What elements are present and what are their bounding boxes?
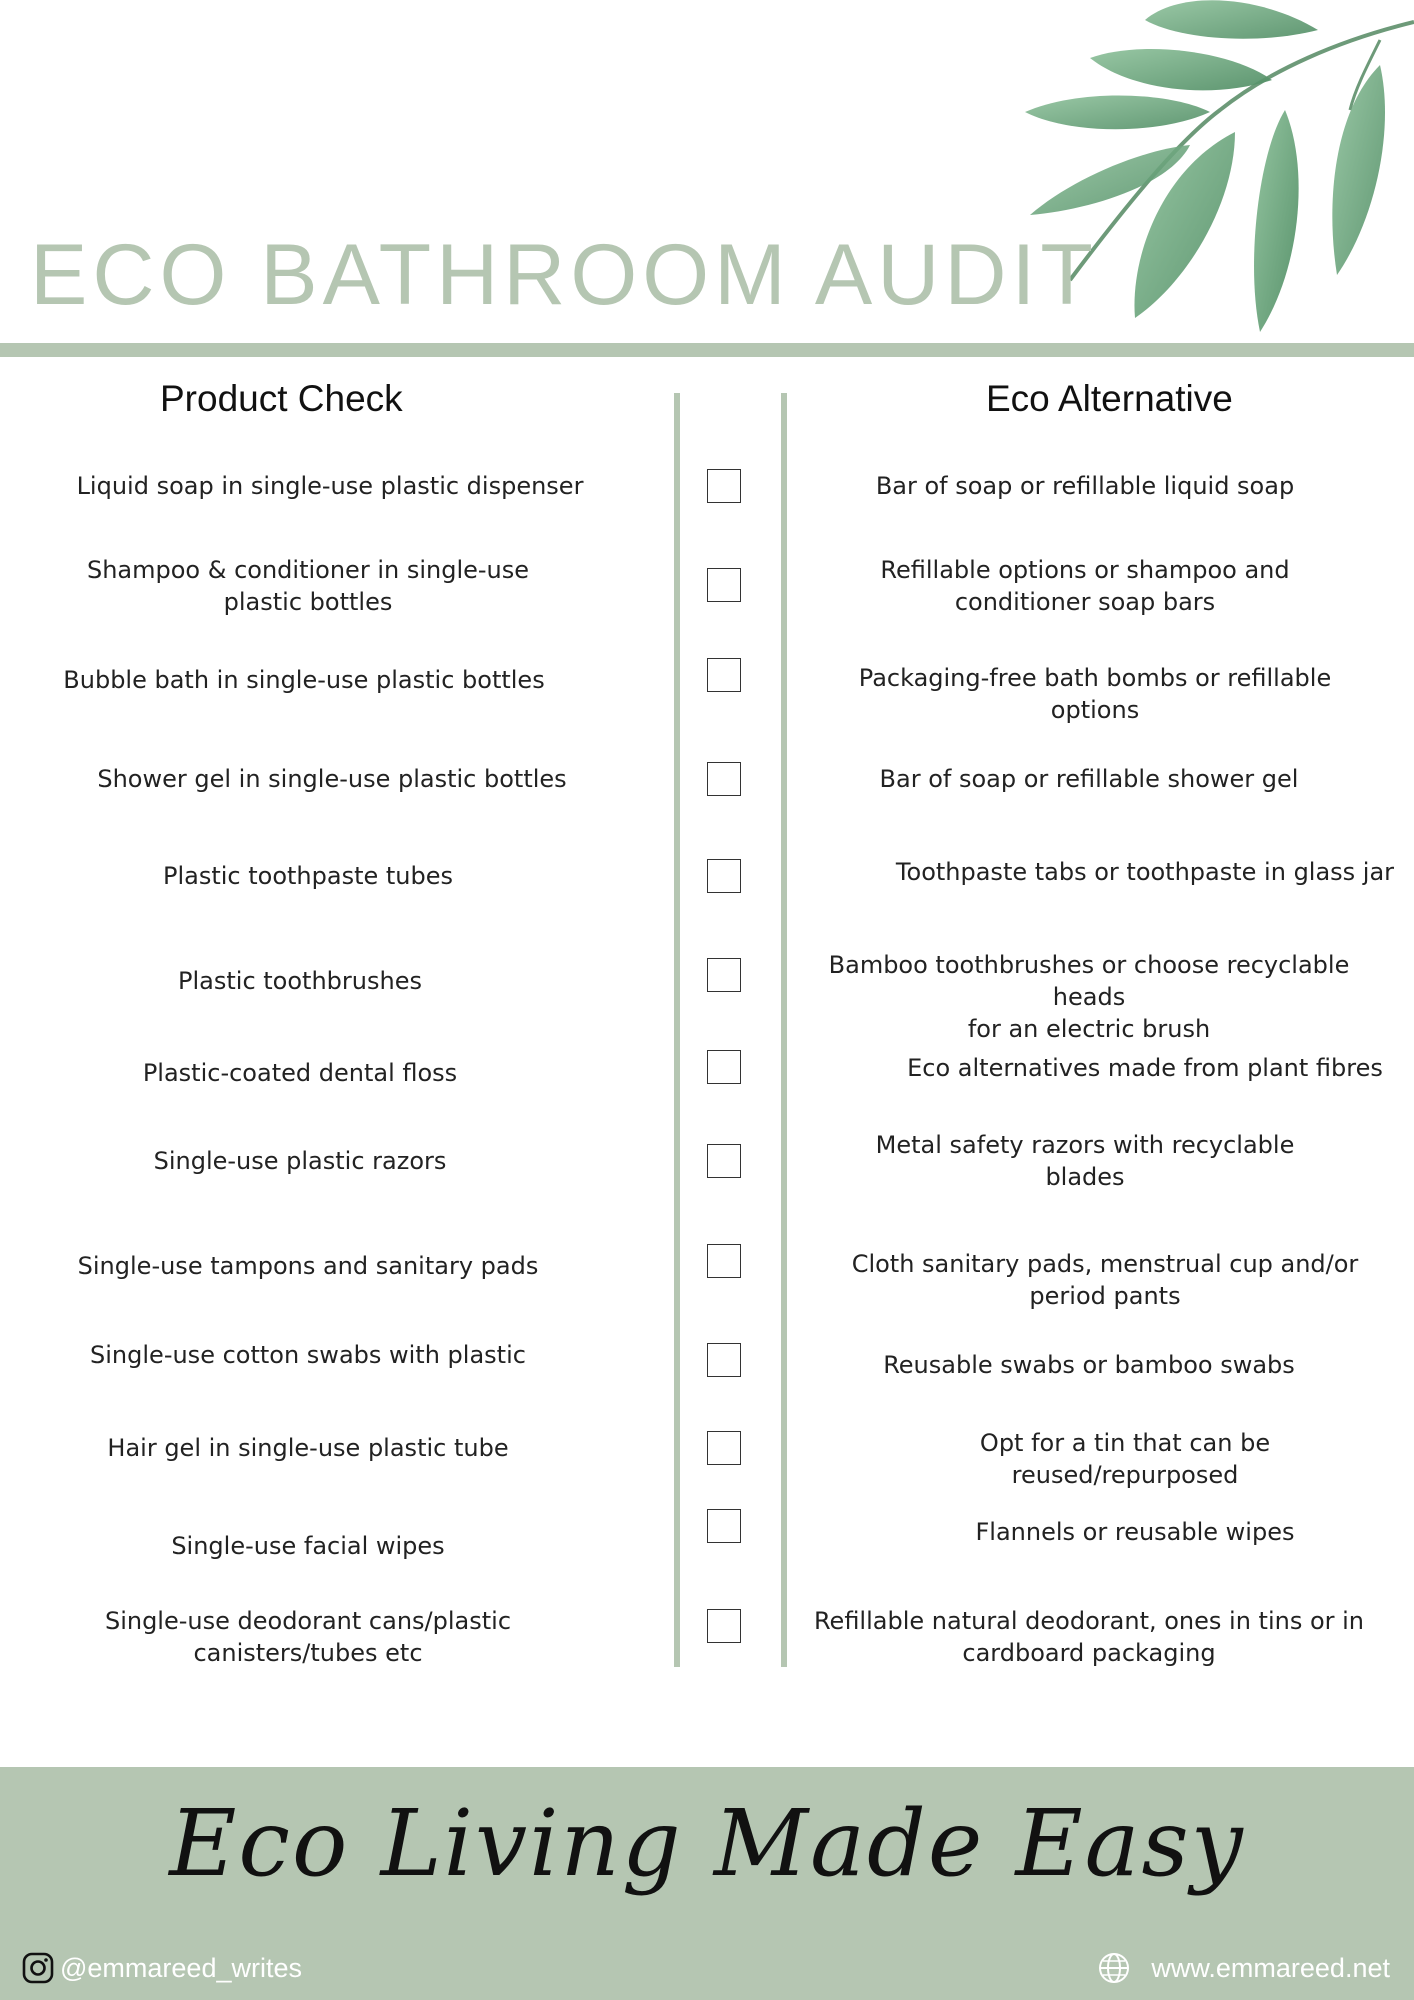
audit-checkbox[interactable] <box>707 1431 741 1465</box>
product-item-line: Plastic-coated dental floss <box>142 1059 458 1087</box>
audit-checkbox[interactable] <box>707 1509 741 1543</box>
product-item-line: canisters/tubes etc <box>193 1639 423 1667</box>
product-item-line: Shampoo & conditioner in single-use <box>86 556 530 584</box>
social-link[interactable] <box>22 1951 302 1985</box>
product-item <box>30 965 570 997</box>
product-item-line: Plastic toothpaste tubes <box>162 862 454 890</box>
alternative-item-line: cardboard packaging <box>962 1639 1216 1667</box>
product-item <box>30 1057 570 1089</box>
product-item <box>38 860 578 892</box>
product-item-line: Single-use plastic razors <box>153 1147 447 1175</box>
website-url: www.emmareed.net <box>1151 1952 1390 1983</box>
column-divider-right <box>781 393 787 1667</box>
alternative-item-line: Packaging-free bath bombs or refillable <box>858 664 1332 692</box>
product-item-line: plastic bottles <box>223 588 393 616</box>
product-item <box>38 1530 578 1562</box>
instagram-icon <box>22 1952 54 1984</box>
alternative-item <box>860 1052 1414 1084</box>
alternative-item-line: Refillable options or shampoo and <box>880 556 1290 584</box>
audit-checkbox[interactable] <box>707 859 741 893</box>
alternative-item <box>820 1248 1390 1312</box>
product-item <box>38 1432 578 1464</box>
product-item-line: Plastic toothbrushes <box>178 967 422 995</box>
alternative-item-line: Bamboo toothbrushes or choose recyclable heads <box>828 951 1350 1011</box>
alternative-item-line: blades <box>1045 1163 1125 1191</box>
social-handle: @emmareed_writes <box>60 1952 302 1983</box>
alternative-item-line: reused/repurposed <box>1011 1461 1239 1489</box>
product-item <box>38 554 578 618</box>
audit-checkbox[interactable] <box>707 469 741 503</box>
alternative-item-line: Refillable natural deodorant, ones in tins or in <box>813 1607 1365 1635</box>
product-item <box>62 763 602 795</box>
audit-checkbox[interactable] <box>707 762 741 796</box>
website-link[interactable] <box>1097 1951 1390 1985</box>
alternative-item <box>860 856 1414 888</box>
alternative-item <box>850 1516 1414 1548</box>
product-item-line: Bubble bath in single-use plastic bottles <box>63 666 545 694</box>
alternative-item-line: Bar of soap or refillable liquid soap <box>875 472 1295 500</box>
alternative-item <box>804 1605 1374 1669</box>
product-item-line: Shower gel in single-use plastic bottles <box>97 765 567 793</box>
product-item <box>38 1605 578 1669</box>
alternative-item-line: period pants <box>1029 1282 1181 1310</box>
product-item-line: Single-use tampons and sanitary pads <box>77 1252 539 1280</box>
product-item <box>38 1339 578 1371</box>
product-item <box>60 470 600 502</box>
product-item-line: Liquid soap in single-use plastic dispenser <box>76 472 584 500</box>
footer-tagline: Eco Living Made Easy <box>169 1790 1245 1897</box>
product-item-line: Single-use cotton swabs with plastic <box>90 1341 526 1369</box>
alternative-item-line: conditioner soap bars <box>954 588 1216 616</box>
alternative-item-line: Flannels or reusable wipes <box>975 1518 1295 1546</box>
eco-alternative-heading: Eco Alternative <box>986 378 1233 419</box>
globe-icon <box>1097 1951 1131 1985</box>
alternative-item <box>810 662 1380 726</box>
product-item-line: Hair gel in single-use plastic tube <box>107 1434 509 1462</box>
product-item <box>30 1145 570 1177</box>
audit-checkbox[interactable] <box>707 1343 741 1377</box>
product-item <box>34 664 574 696</box>
alternative-item <box>804 763 1374 795</box>
audit-checkbox[interactable] <box>707 1050 741 1084</box>
audit-checkbox[interactable] <box>707 1244 741 1278</box>
alternative-item <box>800 554 1370 618</box>
audit-checkbox[interactable] <box>707 568 741 602</box>
audit-checkbox[interactable] <box>707 1144 741 1178</box>
alternative-item-line: Cloth sanitary pads, menstrual cup and/or <box>851 1250 1359 1278</box>
alternative-item-line: Bar of soap or refillable shower gel <box>879 765 1299 793</box>
alternative-item-line: Eco alternatives made from plant fibres <box>907 1054 1383 1082</box>
audit-checkbox[interactable] <box>707 958 741 992</box>
alternative-item-line: options <box>1050 696 1140 724</box>
alternative-item-line: for an electric brush <box>967 1015 1211 1043</box>
alternative-item <box>800 1129 1370 1193</box>
alternative-item-line: Metal safety razors with recyclable <box>875 1131 1295 1159</box>
page-title: ECO BATHROOM AUDIT <box>30 227 1098 323</box>
alternative-item <box>840 1427 1410 1491</box>
product-item-line: Single-use deodorant cans/plastic <box>104 1607 512 1635</box>
alternative-item <box>804 1349 1374 1381</box>
alternative-item <box>800 470 1370 502</box>
product-item-line: Single-use facial wipes <box>171 1532 445 1560</box>
product-check-heading: Product Check <box>160 378 403 419</box>
audit-checkbox[interactable] <box>707 658 741 692</box>
alternative-item <box>804 949 1374 1045</box>
header-divider <box>0 343 1414 357</box>
column-divider-left <box>674 393 680 1667</box>
alternative-item-line: Opt for a tin that can be <box>979 1429 1271 1457</box>
product-item <box>38 1250 578 1282</box>
audit-checkbox[interactable] <box>707 1609 741 1643</box>
alternative-item-line: Toothpaste tabs or toothpaste in glass jar <box>895 858 1395 886</box>
alternative-item-line: Reusable swabs or bamboo swabs <box>883 1351 1295 1379</box>
